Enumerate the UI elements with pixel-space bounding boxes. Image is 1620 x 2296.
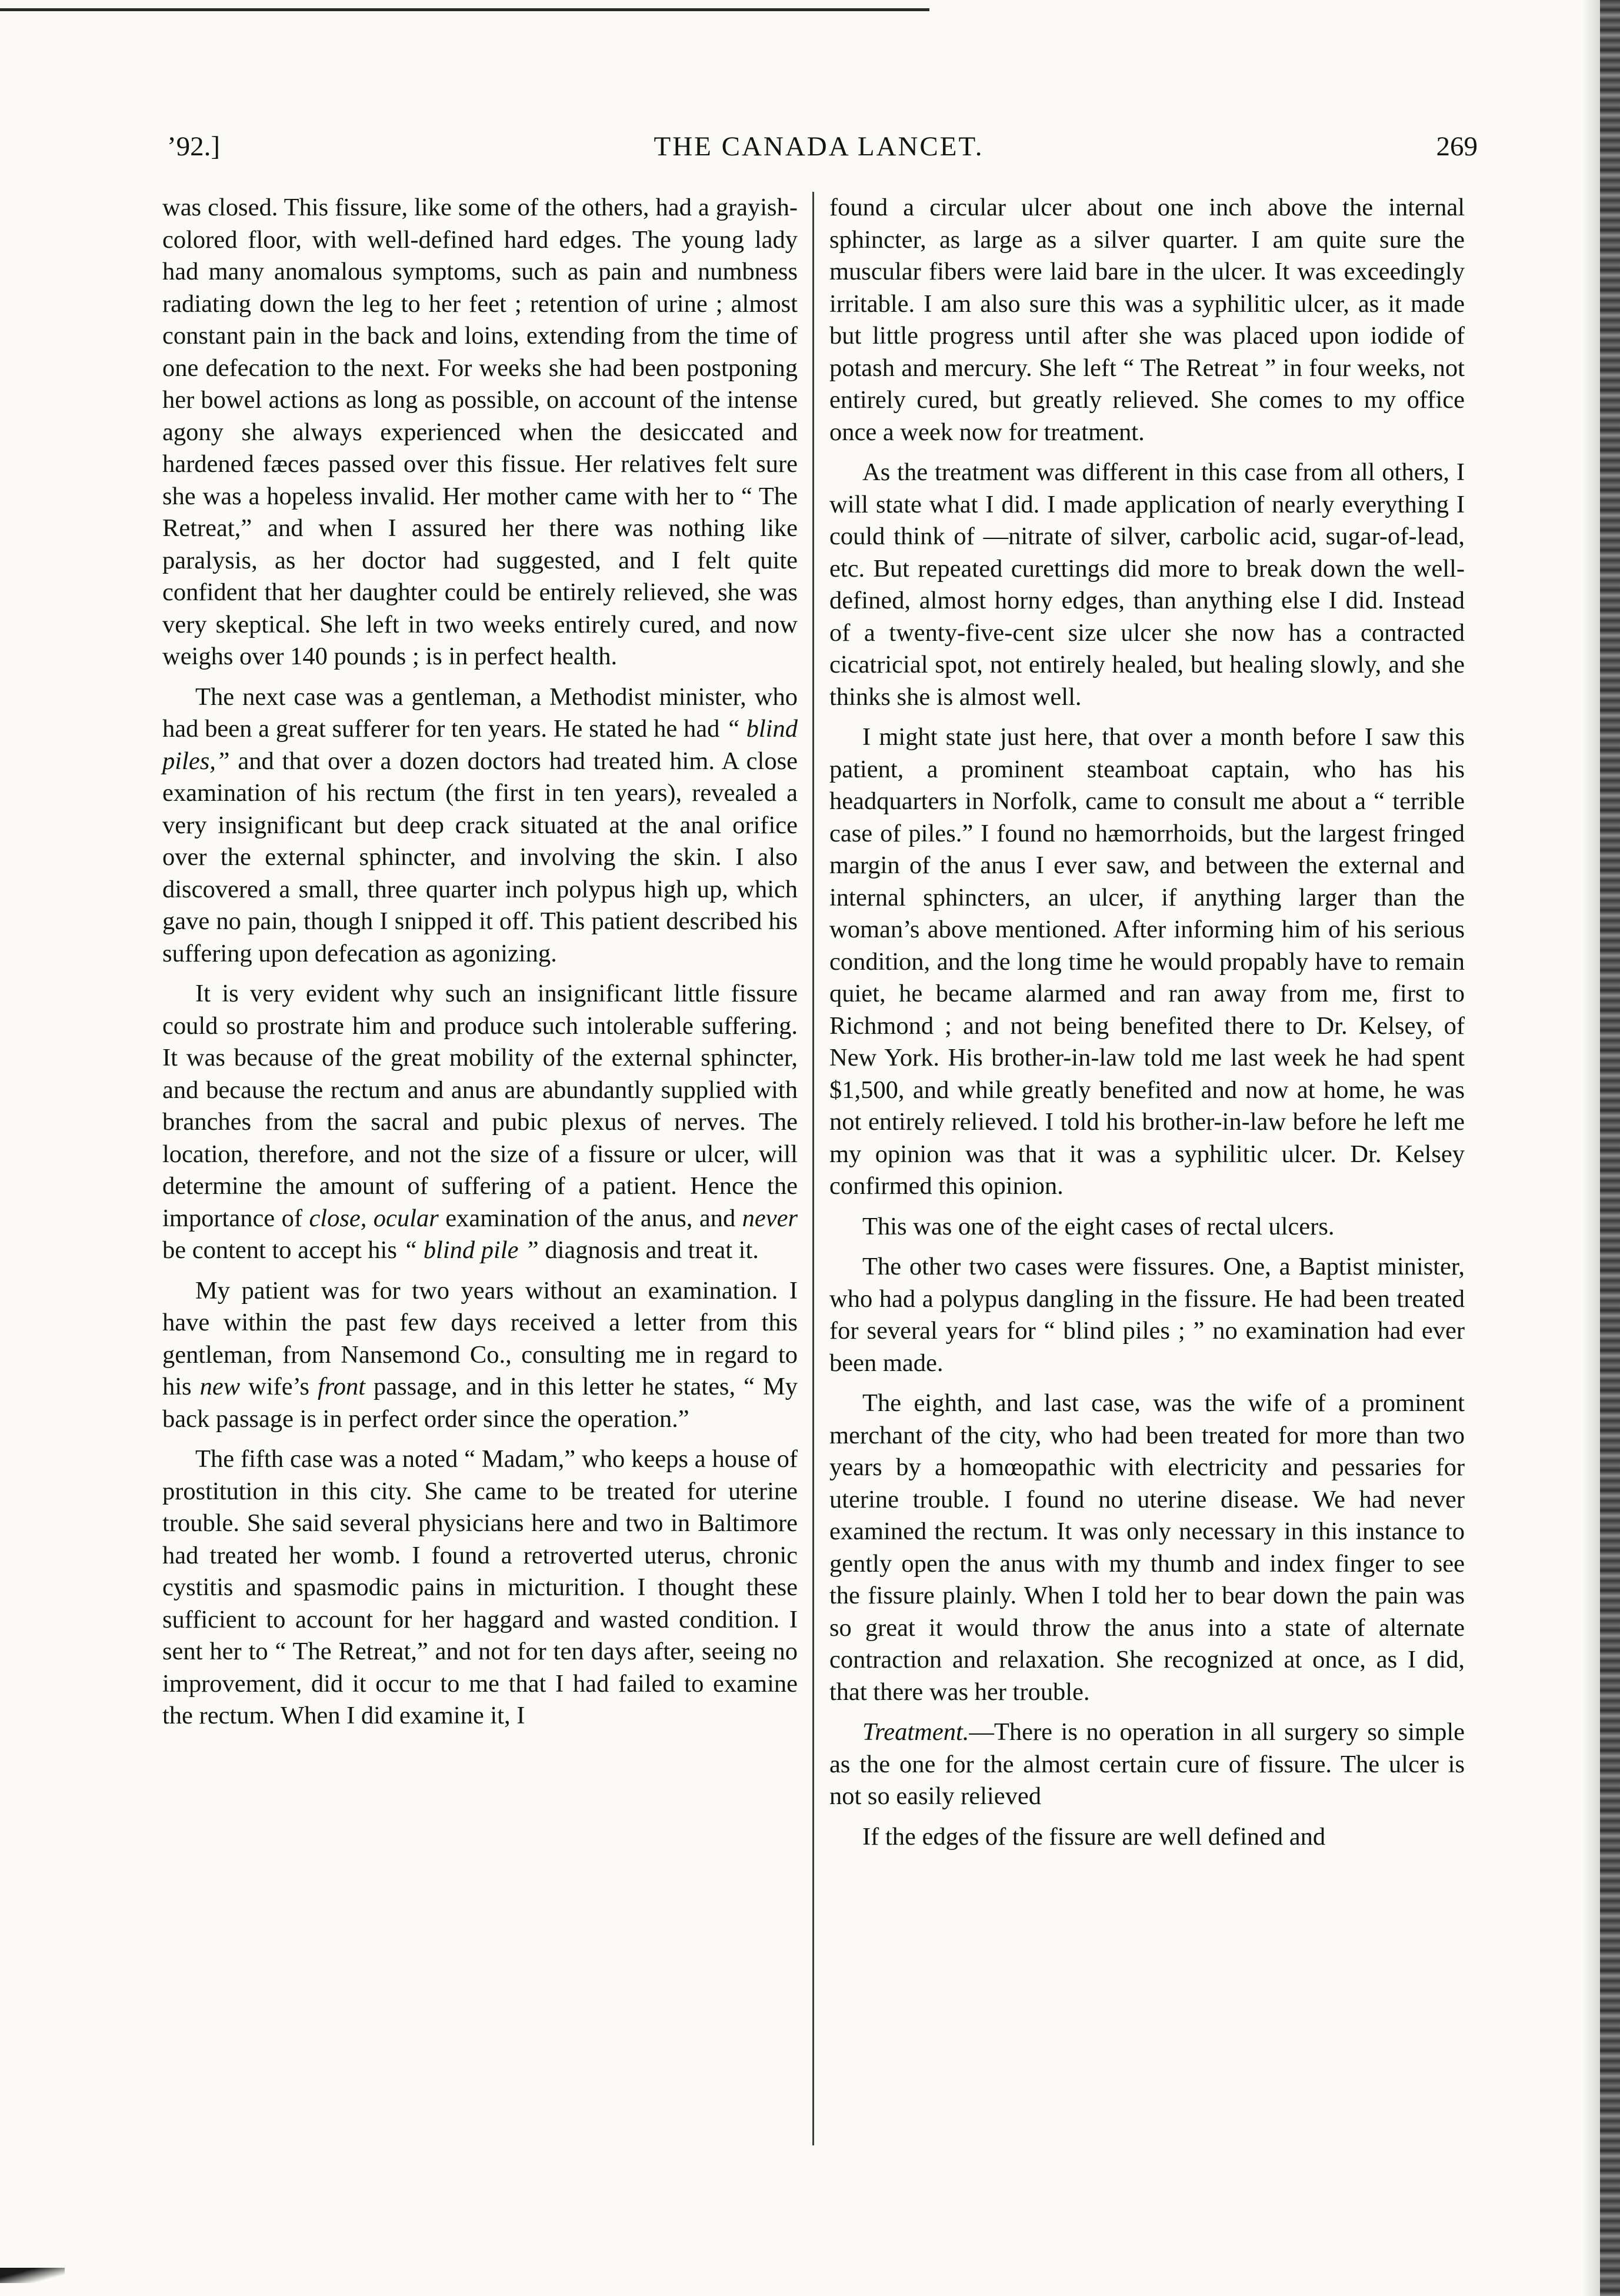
top-border-rule [0,8,929,11]
paragraph: If the edges of the fissure are well defined and [862,1822,1326,1851]
emphasis: never [742,1204,798,1232]
page-gutter-shadow [1582,0,1600,2296]
emphasis: close, ocular [309,1204,439,1232]
paragraph: The eighth, and last case, was the wife of a prominent merchant of the city, who had been treated for more than two years by a homœopathic with electricity and pessaries for uterine trouble. I found no uterine disease. We had never examined the rectum. It was only necessary in this instance to gently open the anus with my thumb and index finger to see the fissure plainly. When I told her to bear down the pain was so great it would throw the anus into a state of alternate contraction and relaxation. She recognized at once, as I did, that there was her trouble. [829,1389,1465,1706]
right-text-column [829,192,1465,1853]
left-text-column [162,192,798,1732]
paragraph: Treatment.—There is no operation in all surgery so simple as the one for the almost certain cure of fissure. The ulcer is not so easily relieved [829,1718,1465,1810]
page-binding-edge [1600,0,1620,2296]
paragraph: My patient was for two years without an examination. I have within the past few days received a letter from this gentleman, from Nansemond Co., consulting me in regard to his new wife’s front passage, and in this letter he states, “ My back passage is in perfect order since the operation.” [162,1276,798,1433]
paragraph: The fifth case was a noted “ Madam,” who keeps a house of prostitution in this city. She came to be treated for uterine trouble. She said several physicians here and two in Baltimore had treated her womb. I found a retroverted uterus, chronic cystitis and spasmodic pains in micturition. I thought these sufficient to account for her haggard and wasted condition. I sent her to “ The Retreat,” and not for ten days after, seeing no improvement, did it occur to me that I had failed to examine the rectum. When I did examine it, I [162,1445,798,1729]
header-journal-title: THE CANADA LANCET. [654,131,984,162]
paragraph: I might state just here, that over a month before I saw this patient, a prominent steamboat captain, who has his headquarters in Norfolk, came to consult me about a “ terrible case of piles.” I found no hæmorrhoids, but the largest fringed margin of the anus I ever saw, and between the external and internal sphincters, an ulcer, if anything larger than the woman’s above mentioned. After informing him of his serious condition, and the long time he would propably have to remain quiet, he became alarmed and ran away from me, first to Richmond ; and not being benefited there to Dr. Kelsey, of New York. His brother-in-law told me last week he had spent $1,500, and while greatly benefited and now at home, he was not entirely relieved. I told his brother-in-law before he left me my opinion was that it was a syphilitic ulcer. Dr. Kelsey confirmed this opinion. [829,723,1465,1200]
emphasis: new [199,1373,241,1400]
running-header [160,131,1478,168]
paragraph: It is very evident why such an insignificant little fissure could so prostrate him and produce such intolerable suffering. It was because of the great mobility of the external sphincter, and because the rectum and anus are abundantly supplied with branches from the sacral and pubic plexus of nerves. The location, therefore, and not the size of a fissure or ulcer, will determine the amount of suffering of a patient. Hence the importance of close, ocular examination of the anus, and never be content to accept his “ blind pile ” diagnosis and treat it. [162,980,798,1264]
paragraph: was closed. This fissure, like some of the others, had a grayish-colored floor, with well-defined hard edges. The young lady had many anomalous symptoms, such as pain and numbness radiating down the leg to her feet ; retention of urine ; almost constant pain in the back and loins, extending from the time of one defecation to the next. For weeks she had been postponing her bowel actions as long as possible, on account of the intense agony she always experienced when the desiccated and hardened fæces passed over this fissue. Her relatives felt sure she was a hopeless invalid. Her mother came with her to “ The Retreat,” and when I assured her there was nothing like paralysis, as her doctor had suggested, and I felt quite confident that her daughter could be entirely relieved, she was very skeptical. She left in two weeks entirely cured, and now weighs over 140 pounds ; is in perfect health. [162,194,798,670]
emphasis: “ blind pile ” [403,1236,539,1264]
section-heading: Treatment. [862,1718,969,1746]
page-number: 269 [1436,131,1478,162]
paragraph: The other two cases were fissures. One, a Baptist minister, who had a polypus dangling in the fissure. He had been treated for several years for “ blind piles ; ” no examination had ever been made. [829,1253,1465,1377]
paragraph: found a circular ulcer about one inch above the internal sphincter, as large as a silver quarter. I am quite sure the muscular fibers were laid bare in the ulcer. It was exceedingly irritable. I am also sure this was a syphilitic ulcer, as it made but little progress until after she was placed upon iodide of potash and mercury. She left “ The Retreat ” in four weeks, not entirely cured, but greatly relieved. She comes to my office once a week now for treatment. [829,194,1465,446]
emphasis: front [317,1373,366,1400]
paragraph: The next case was a gentleman, a Methodist minister, who had been a great sufferer for ten years. He stated he had “ blind piles,” and that over a dozen doctors had treated him. A close examination of his rectum (the first in ten years), revealed a very insignificant but deep crack situated at the anal orifice over the external sphincter, and involving the skin. I also discovered a small, three quarter inch polypus high up, which gave no pain, though I snipped it off. This patient described his suffering upon defecation as agonizing. [162,683,798,967]
paragraph: This was one of the eight cases of rectal ulcers. [862,1212,1335,1240]
header-volume-year: ’92.] [167,131,221,162]
corner-scan-mark [0,2268,65,2283]
column-divider [812,192,814,2145]
paragraph: As the treatment was different in this case from all others, I will state what I did. I made application of nearly everything I could think of —nitrate of silver, carbolic acid, sugar-of-lead, etc. But repeated curettings did more to break down the well-defined, almost horny edges, than anything else I did. Instead of a twenty-five-cent size ulcer she now has a contracted cicatricial spot, not entirely healed, but healing slowly, and she thinks she is almost well. [829,458,1465,711]
emphasis: “ blind piles,” [162,715,798,775]
